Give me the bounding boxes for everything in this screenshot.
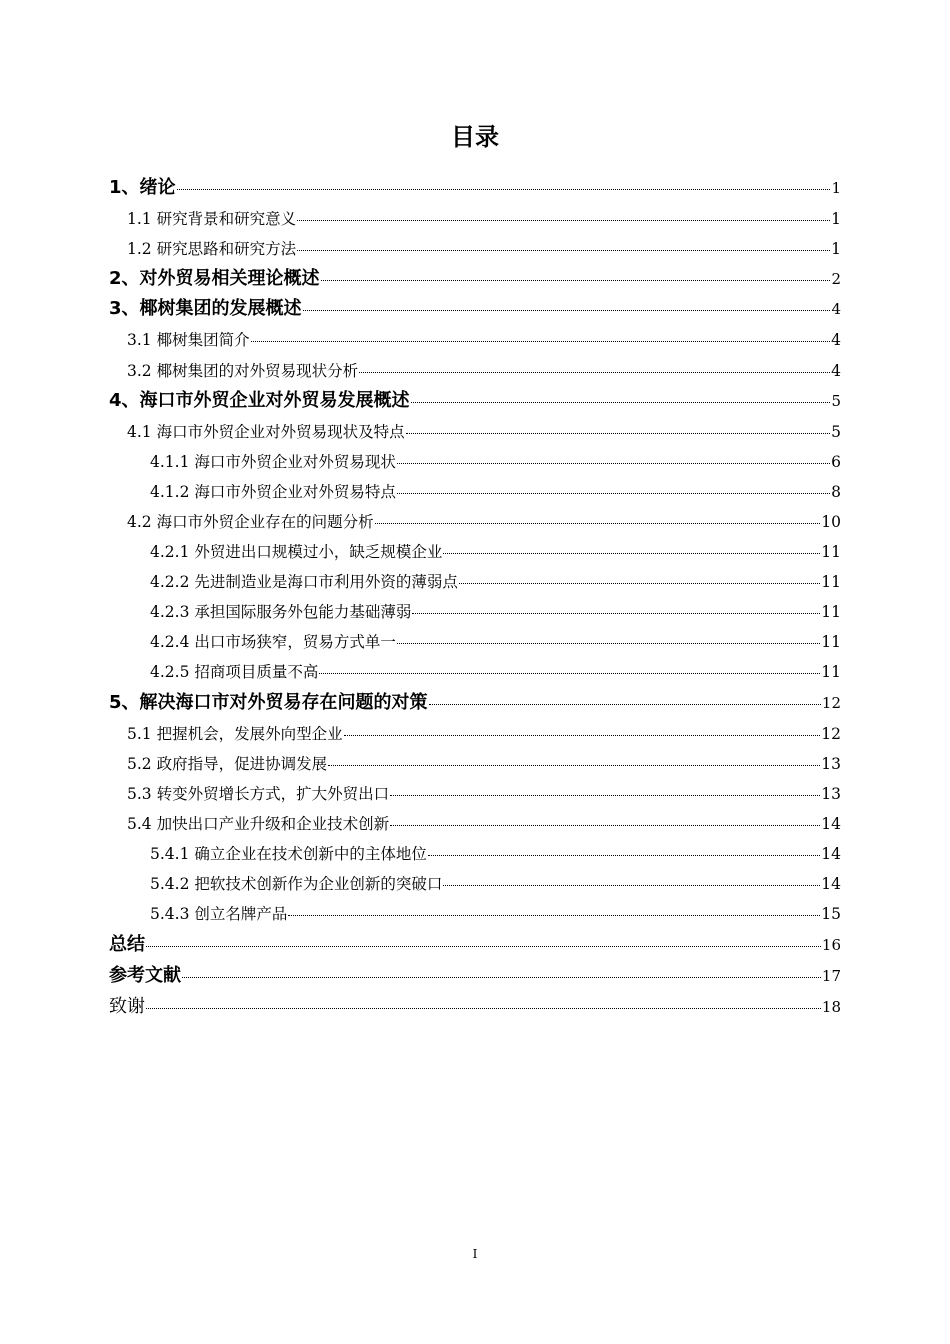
toc-title: 目录 [451, 123, 499, 151]
toc-entry-page: 6 [831, 453, 841, 471]
dot-leader [359, 372, 830, 373]
dot-leader [297, 220, 830, 221]
toc-entry-page: 4 [831, 362, 841, 380]
toc-entry-page: 11 [821, 663, 841, 681]
toc-entry-page: 13 [821, 785, 841, 803]
toc-entry-label: 5.2 政府指导，促进协调发展 [127, 755, 328, 773]
toc-entry-page: 1 [831, 179, 841, 197]
toc-entry-page: 5 [831, 392, 841, 410]
toc-entry-label: 参考文献 [109, 965, 181, 986]
toc-entry-label: 3、椰树集团的发展概述 [109, 298, 302, 319]
toc-entry-label: 5.4.1 确立企业在技术创新中的主体地位 [150, 845, 427, 863]
dot-leader [321, 280, 831, 281]
dot-leader [412, 613, 820, 614]
toc-entry-label: 5.4.2 把软技术创新作为企业创新的突破口 [150, 875, 443, 893]
toc-entry-page: 12 [821, 725, 841, 743]
toc-entry-5-2[interactable] [127, 749, 841, 779]
page-number: I [472, 1247, 478, 1261]
toc-entry-label: 5.4.3 创立名牌产品 [150, 905, 288, 923]
toc-entry-label: 4.1.2 海口市外贸企业对外贸易特点 [150, 483, 396, 501]
toc-entry-page: 14 [821, 815, 841, 833]
toc-entry-4-2-4[interactable] [150, 627, 841, 657]
toc-entry-label: 4.1.1 海口市外贸企业对外贸易现状 [150, 453, 396, 471]
dot-leader [328, 765, 820, 766]
toc-entry-label: 4.2.4 出口市场狭窄，贸易方式单一 [150, 633, 396, 651]
toc-entry-label: 致谢 [109, 996, 145, 1017]
dot-leader [429, 704, 821, 705]
dot-leader [288, 915, 820, 916]
toc-entry-5[interactable] [109, 688, 841, 718]
toc-entry-5-4-1[interactable] [150, 839, 841, 869]
toc-entry-4-1-1[interactable] [150, 447, 841, 477]
toc-entry-4-2-2[interactable] [150, 567, 841, 597]
toc-entry-page: 8 [831, 483, 841, 501]
toc-entry-page: 15 [821, 905, 841, 923]
toc-entry-1-1[interactable] [127, 204, 841, 234]
dot-leader [319, 673, 820, 674]
toc-entry-page: 14 [821, 845, 841, 863]
toc-entry-label: 1.2 研究思路和研究方法 [127, 240, 297, 258]
toc-entry-page: 13 [821, 755, 841, 773]
dot-leader [397, 463, 830, 464]
toc-entry-label: 5.1 把握机会，发展外向型企业 [127, 725, 343, 743]
toc-entry-label: 4、海口市外贸企业对外贸易发展概述 [109, 390, 410, 411]
dot-leader [443, 553, 820, 554]
toc-entry-page: 10 [821, 513, 841, 531]
toc-entry-acknowledgements[interactable] [109, 992, 841, 1022]
toc-entry-page: 11 [821, 543, 841, 561]
toc-entry-4-1[interactable] [127, 417, 841, 447]
toc-entry-summary[interactable] [109, 930, 841, 960]
toc-entry-label: 3.2 椰树集团的对外贸易现状分析 [127, 362, 359, 380]
toc-entry-label: 总结 [109, 934, 145, 955]
toc-entry-page: 16 [821, 936, 841, 954]
toc-entry-page: 18 [821, 998, 841, 1016]
dot-leader [397, 493, 830, 494]
toc-entry-4-2-3[interactable] [150, 597, 841, 627]
dot-leader [428, 855, 820, 856]
toc-entry-page: 11 [821, 633, 841, 651]
toc-entry-label: 1.1 研究背景和研究意义 [127, 210, 297, 228]
dot-leader [146, 946, 821, 947]
dot-leader [443, 885, 820, 886]
toc-entry-label: 4.2.1 外贸进出口规模过小，缺乏规模企业 [150, 543, 443, 561]
toc-entry-page: 2 [831, 270, 841, 288]
toc-entry-page: 11 [821, 603, 841, 621]
dot-leader [390, 795, 820, 796]
toc-entry-4-2-5[interactable] [150, 657, 841, 687]
toc-entry-4-2-1[interactable] [150, 537, 841, 567]
toc-entry-3-1[interactable] [127, 325, 841, 355]
dot-leader [177, 189, 831, 190]
dot-leader [397, 643, 820, 644]
toc-entry-1[interactable] [109, 173, 841, 203]
toc-entry-label: 4.1 海口市外贸企业对外贸易现状及特点 [127, 423, 405, 441]
toc-entry-page: 14 [821, 875, 841, 893]
dot-leader [344, 735, 821, 736]
toc-entry-label: 4.2 海口市外贸企业存在的问题分析 [127, 513, 374, 531]
toc-entry-2[interactable] [109, 264, 841, 294]
toc-entry-label: 2、对外贸易相关理论概述 [109, 268, 320, 289]
toc-entry-label: 5.4 加快出口产业升级和企业技术创新 [127, 815, 390, 833]
toc-entry-label: 5、解决海口市对外贸易存在问题的对策 [109, 692, 428, 713]
dot-leader [411, 402, 831, 403]
dot-leader [375, 523, 821, 524]
toc-entry-1-2[interactable] [127, 234, 841, 264]
toc-entry-page: 4 [831, 300, 841, 318]
toc-entry-page: 12 [821, 694, 841, 712]
dot-leader [182, 977, 821, 978]
toc-entry-5-1[interactable] [127, 719, 841, 749]
toc-entry-page: 11 [821, 573, 841, 591]
toc-entry-label: 1、绪论 [109, 177, 176, 198]
toc-entry-label: 3.1 椰树集团简介 [127, 331, 250, 349]
dot-leader [390, 825, 820, 826]
toc-entry-3-2[interactable] [127, 356, 841, 386]
dot-leader [251, 341, 831, 342]
toc-entry-5-4-3[interactable] [150, 899, 841, 929]
toc-entry-5-4-2[interactable] [150, 869, 841, 899]
toc-entry-references[interactable] [109, 961, 841, 991]
dot-leader [406, 433, 831, 434]
toc-entry-5-3[interactable] [127, 779, 841, 809]
toc-entry-4-1-2[interactable] [150, 477, 841, 507]
toc-entry-4[interactable] [109, 386, 841, 416]
toc-entry-5-4[interactable] [127, 809, 841, 839]
toc-entry-label: 4.2.5 招商项目质量不高 [150, 663, 319, 681]
toc-entry-page: 4 [831, 331, 841, 349]
toc-entry-page: 1 [831, 240, 841, 258]
toc-entry-3[interactable] [109, 294, 841, 324]
dot-leader [459, 583, 820, 584]
dot-leader [303, 310, 831, 311]
dot-leader [146, 1008, 821, 1009]
dot-leader [297, 250, 830, 251]
toc-entry-page: 1 [831, 210, 841, 228]
toc-entry-label: 5.3 转变外贸增长方式，扩大外贸出口 [127, 785, 390, 803]
toc-entry-page: 5 [831, 423, 841, 441]
toc-entry-label: 4.2.3 承担国际服务外包能力基础薄弱 [150, 603, 412, 621]
toc-entry-4-2[interactable] [127, 507, 841, 537]
toc-entry-page: 17 [821, 967, 841, 985]
toc-entry-label: 4.2.2 先进制造业是海口市利用外资的薄弱点 [150, 573, 458, 591]
